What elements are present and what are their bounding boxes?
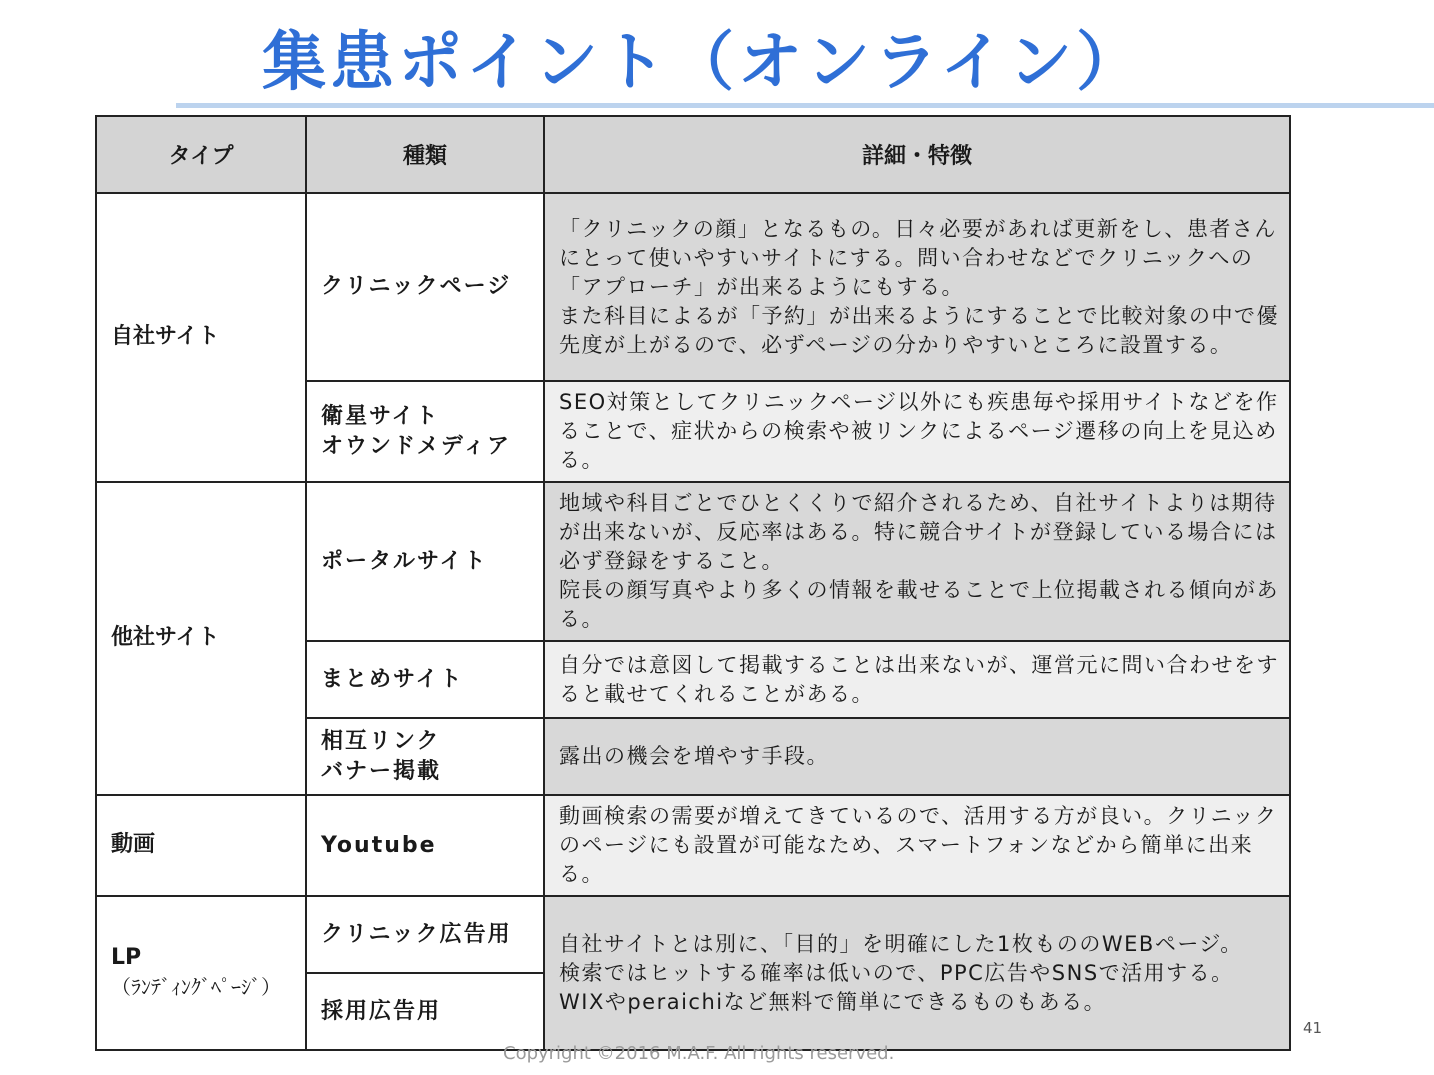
table-row [96,193,1290,381]
table-row [96,795,1290,896]
detail-cell: 地域や科目ごとでひとくくりで紹介されるため、自社サイトよりは期待が出来ないが、反応率はある。特に競合サイトが登録している場合には必ず登録をすること。 院長の顔写真やより多くの情報を載せることで上位掲載される傾向がある。 [544,482,1290,641]
page-number: 41 [1303,1019,1323,1037]
detail-cell: 「クリニックの顔」となるもの。日々必要があれば更新をし、患者さんにとって使いやすいサイトにする。問い合わせなどでクリニックへの「アプローチ」が出来るようにもする。 また科目によるが「予約」が出来るようにすることで比較対象の中で優先度が上がるので、必ずページの分かりやすいところに設置する。 [544,193,1290,381]
type-cell: 自社サイト [96,193,306,482]
table-row [96,482,1290,641]
channel-table [95,115,1291,1051]
kind-cell: クリニックページ [306,193,544,381]
page-title: 集患ポイント（オンライン） [262,26,1145,100]
detail-cell: SEO対策としてクリニックページ以外にも疾患毎や採用サイトなどを作ることで、症状からの検索や被リンクによるページ遷移の向上を見込める。 [544,381,1290,482]
copyright: Copyright ©2016 M.A.F. All rights reserved. [503,1043,895,1064]
lp-sublabel: （ﾗﾝﾃﾞｨﾝｸﾞﾍﾟｰｼﾞ） [111,975,281,1000]
header-row [96,116,1290,193]
type-cell: 動画 [96,795,306,896]
detail-cell: 動画検索の需要が増えてきているので、活用する方が良い。クリニックのページにも設置が可能なため、スマートフォンなどから簡単に出来る。 [544,795,1290,896]
table-row [96,896,1290,973]
header-kind: 種類 [306,116,544,193]
detail-cell: 自社サイトとは別に、「目的」を明確にした1枚もののWEBページ。 検索ではヒットする確率は低いので、PPC広告やSNSで活用する。 WIXやperaichiなど無料で簡単にできるものもある。 [544,896,1290,1050]
kind-cell: ポータルサイト [306,482,544,641]
kind-cell: まとめサイト [306,641,544,718]
kind-cell: 衛星サイト オウンドメディア [306,381,544,482]
title-underline [176,103,1434,108]
detail-cell: 自分では意図して掲載することは出来ないが、運営元に問い合わせをすると載せてくれることがある。 [544,641,1290,718]
kind-cell: Youtube [306,795,544,896]
kind-cell: クリニック広告用 [306,896,544,973]
header-type: タイプ [96,116,306,193]
kind-cell: 採用広告用 [306,973,544,1050]
type-cell-lp [96,896,306,1050]
header-detail: 詳細・特徴 [544,116,1290,193]
kind-cell: 相互リンク バナー掲載 [306,718,544,795]
type-cell: 他社サイト [96,482,306,795]
lp-label: LP [111,944,142,970]
detail-cell: 露出の機会を増やす手段。 [544,718,1290,795]
